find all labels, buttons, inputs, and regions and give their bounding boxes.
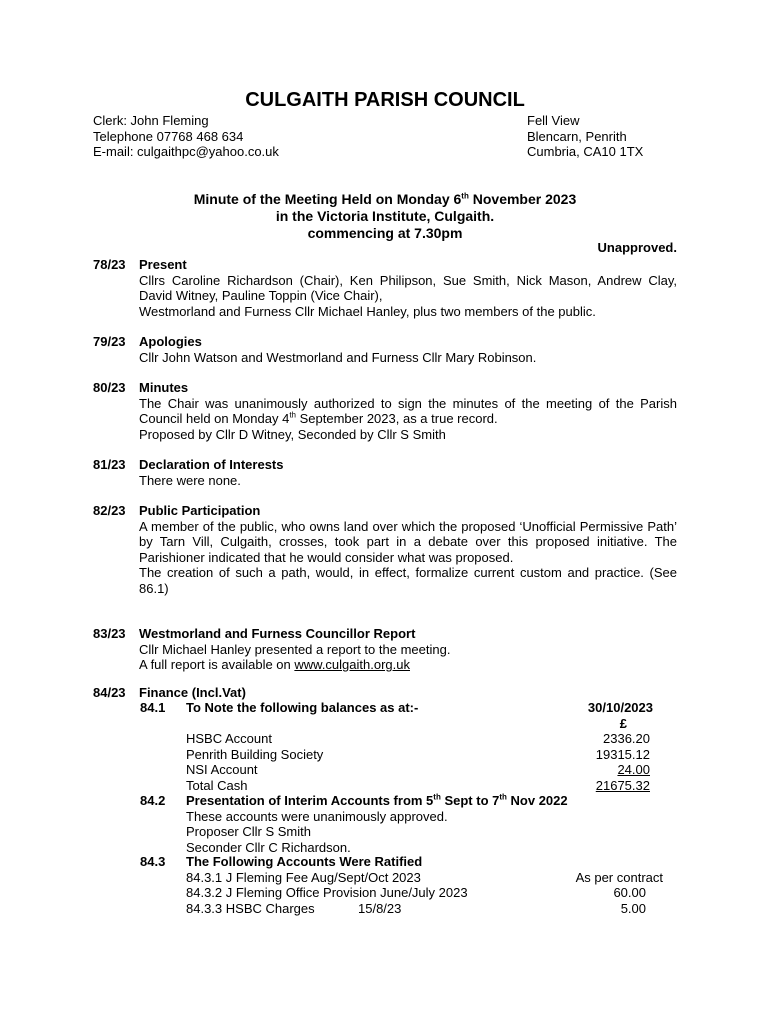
finance-84-1	[140, 700, 660, 793]
address-line-2: Blencarn, Penrith	[527, 128, 627, 144]
minute-84	[93, 685, 677, 701]
account-value: 5.00	[620, 900, 646, 916]
address-line-1: Fell View	[527, 113, 580, 128]
currency-symbol: £	[619, 715, 627, 731]
balance-label: Penrith Building Society	[186, 746, 324, 762]
minute-number: 84/23	[93, 685, 126, 700]
account-label: 84.3.3 HSBC Charges	[186, 900, 315, 916]
minute-heading: Declaration of Interests	[139, 457, 284, 472]
minute-number: 83/23	[93, 626, 126, 641]
meeting-title-line-2: in the Victoria Institute, Culgaith.	[275, 208, 495, 224]
minute-number: 81/23	[93, 457, 126, 472]
minute-text-2: Proposed by Cllr D Witney, Seconded by Cllr S Smith	[139, 426, 446, 442]
minute-number: 82/23	[93, 503, 126, 518]
council-title: CULGAITH PARISH COUNCIL	[245, 89, 525, 111]
approval-status: Unapproved.	[597, 240, 677, 255]
account-row	[186, 901, 660, 917]
balance-row	[186, 747, 660, 763]
clerk-email: E-mail: culgaithpc@yahoo.co.uk	[93, 144, 279, 159]
meeting-title-line-1: Minute of the Meeting Held on Monday 6th November 2023	[193, 191, 577, 207]
address-line-3: Cumbria, CA10 1TX	[527, 144, 644, 159]
minute-heading: Apologies	[139, 334, 202, 349]
account-value: 60.00	[613, 885, 646, 900]
sub-heading: The Following Accounts Were Ratified	[186, 854, 423, 869]
minute-text: There were none.	[139, 472, 241, 488]
seconder-line: Seconder Cllr C Richardson.	[186, 839, 351, 855]
sub-number: 84.2	[140, 793, 166, 808]
balance-value: 2336.20	[603, 731, 650, 746]
balance-row	[186, 778, 660, 794]
clerk-details	[93, 113, 279, 160]
minute-text: Cllr Michael Hanley presented a report to the meeting.	[139, 641, 451, 657]
approval-line: These accounts were unanimously approved.	[186, 808, 448, 824]
minute-number: 78/23	[93, 257, 126, 272]
finance-84-3	[140, 854, 663, 916]
balances-header-row	[186, 700, 660, 716]
minute-text: Cllrs Caroline Richardson (Chair), Ken Philipson, Sue Smith, Nick Mason, Andrew Clay, David Witney, Pauline Toppin (Vice Chair),	[139, 272, 677, 303]
balance-label: NSI Account	[186, 762, 258, 777]
balance-value: 19315.12	[595, 746, 650, 762]
minute-heading: Finance (Incl.Vat)	[139, 685, 246, 700]
account-label: 84.3.1 J Fleming Fee Aug/Sept/Oct 2023	[186, 869, 421, 885]
clerk-telephone: Telephone 07768 468 634	[93, 128, 244, 144]
minute-text-2: A full report is available on www.culgaith.org.uk	[139, 657, 410, 672]
sub-number: 84.3	[140, 854, 166, 869]
meeting-title	[0, 191, 770, 242]
account-row	[186, 885, 660, 901]
sub-heading: Presentation of Interim Accounts from 5th Sept to 7th Nov 2022	[186, 792, 568, 808]
balance-label: HSBC Account	[186, 731, 272, 746]
clerk-name: Clerk: John Fleming	[93, 113, 209, 128]
minute-number: 80/23	[93, 380, 126, 395]
balance-value: 24.00	[617, 762, 650, 777]
minute-heading: Westmorland and Furness Councillor Report	[139, 626, 416, 641]
balance-label: Total Cash	[186, 777, 248, 793]
balance-value: 21675.32	[595, 777, 650, 793]
account-date: 15/8/23	[358, 900, 402, 916]
website-link[interactable]: www.culgaith.org.uk	[294, 657, 410, 672]
minute-text-2: The creation of such a path, would, in effect, formalize current custom and practice. (See 86.1)	[139, 565, 677, 596]
minute-78	[93, 257, 677, 319]
minute-text: Cllr John Watson and Westmorland and Furness Cllr Mary Robinson.	[139, 349, 537, 365]
finance-84-2	[140, 793, 660, 855]
account-value: As per contract	[575, 869, 663, 885]
balance-row	[186, 762, 660, 778]
account-row	[186, 869, 663, 886]
meeting-title-line-3: commencing at 7.30pm	[307, 225, 463, 241]
minute-text: A member of the public, who owns land over which the proposed ‘Unofficial Permissive Path’ by Tarn Vill, Culgaith, crosses, took part in a debate over this proposed initiative. The Parishioner indicated that he would consider what was proposed.	[139, 518, 677, 565]
minute-heading: Public Participation	[139, 503, 261, 518]
minute-number: 79/23	[93, 334, 126, 349]
minute-heading: Minutes	[139, 380, 189, 395]
balance-row	[186, 731, 660, 747]
currency-row	[186, 716, 660, 732]
minute-heading: Present	[139, 257, 187, 272]
sub-number: 84.1	[140, 700, 166, 715]
minute-text-2: Westmorland and Furness Cllr Michael Hanley, plus two members of the public.	[139, 303, 596, 319]
sub-heading: To Note the following balances as at:-	[186, 700, 419, 715]
proposer-line: Proposer Cllr S Smith	[186, 824, 311, 839]
council-address	[527, 113, 643, 160]
minute-80	[93, 380, 677, 442]
minute-text: The Chair was unanimously authorized to sign the minutes of the meeting of the Parish Council held on Monday 4th September 2023, as a true record.	[139, 395, 677, 426]
account-label: 84.3.2 J Fleming Office Provision June/July 2023	[186, 885, 468, 900]
minute-81	[93, 457, 677, 488]
minute-83	[93, 626, 677, 673]
minute-82	[93, 503, 677, 596]
minute-79	[93, 334, 677, 365]
balance-date: 30/10/2023	[587, 700, 653, 715]
